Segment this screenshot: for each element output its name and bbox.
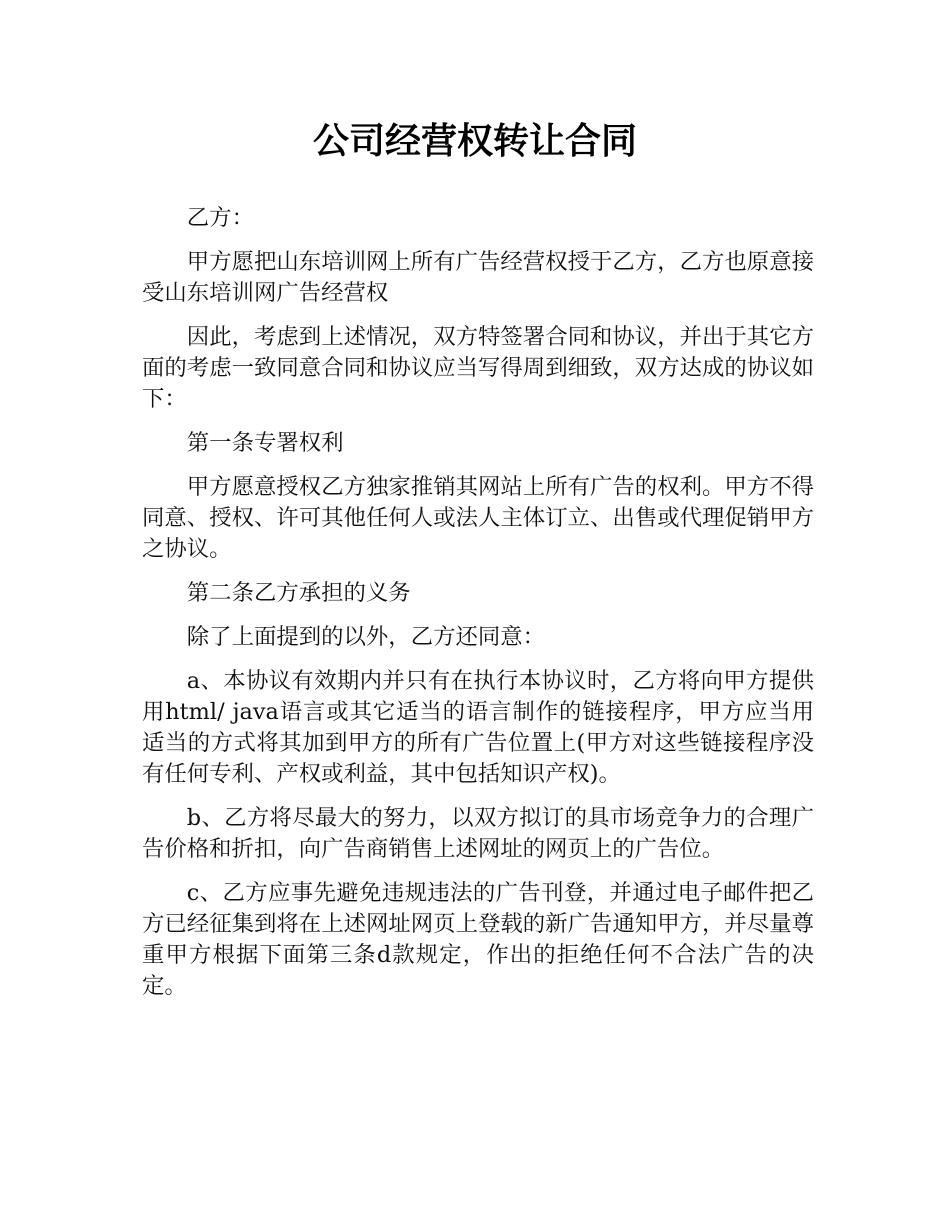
intro-paragraph: 甲方愿把山东培训网上所有广告经营权授于乙方，乙方也原意接受山东培训网广告经营权 bbox=[142, 249, 814, 306]
clause-b: b、乙方将尽最大的努力，以双方拟订的具市场竞争力的合理广告价格和折扣，向广告商销售上述网址的网页上的广告位。 bbox=[142, 805, 814, 862]
document-title: 公司经营权转让合同 bbox=[312, 121, 637, 162]
recital-paragraph: 因此，考虑到上述情况，双方特签署合同和协议，并出于其它方面的考虑一致同意合同和协议应当写得周到细致，双方达成的协议如下： bbox=[142, 324, 814, 412]
document-body bbox=[142, 203, 814, 1015]
article-1-heading: 第一条专署权利 bbox=[186, 430, 344, 456]
article-2-heading: 第二条乙方承担的义务 bbox=[186, 580, 411, 606]
article-2-intro: 除了上面提到的以外，乙方还同意： bbox=[186, 624, 546, 650]
clause-c: c、乙方应事先避免违规违法的广告刊登，并通过电子邮件把乙方已经征集到将在上述网址网页上登载的新广告通知甲方，并尽量尊重甲方根据下面第三条d款规定，作出的拒绝任何不合法广告的决定。 bbox=[142, 880, 814, 999]
party-b-line: 乙方： bbox=[186, 205, 254, 231]
article-1-body: 甲方愿意授权乙方独家推销其网站上所有广告的权利。甲方不得同意、授权、许可其他任何人或法人主体订立、出售或代理促销甲方之协议。 bbox=[142, 474, 814, 562]
clause-a: a、本协议有效期内并只有在执行本协议时，乙方将向甲方提供用html/ java语言或其它适当的语言制作的链接程序，甲方应当用适当的方式将其加到甲方的所有广告位置上(甲方对这些链接程序没有任何专利、产权或利益，其中包括知识产权)。 bbox=[142, 668, 814, 787]
